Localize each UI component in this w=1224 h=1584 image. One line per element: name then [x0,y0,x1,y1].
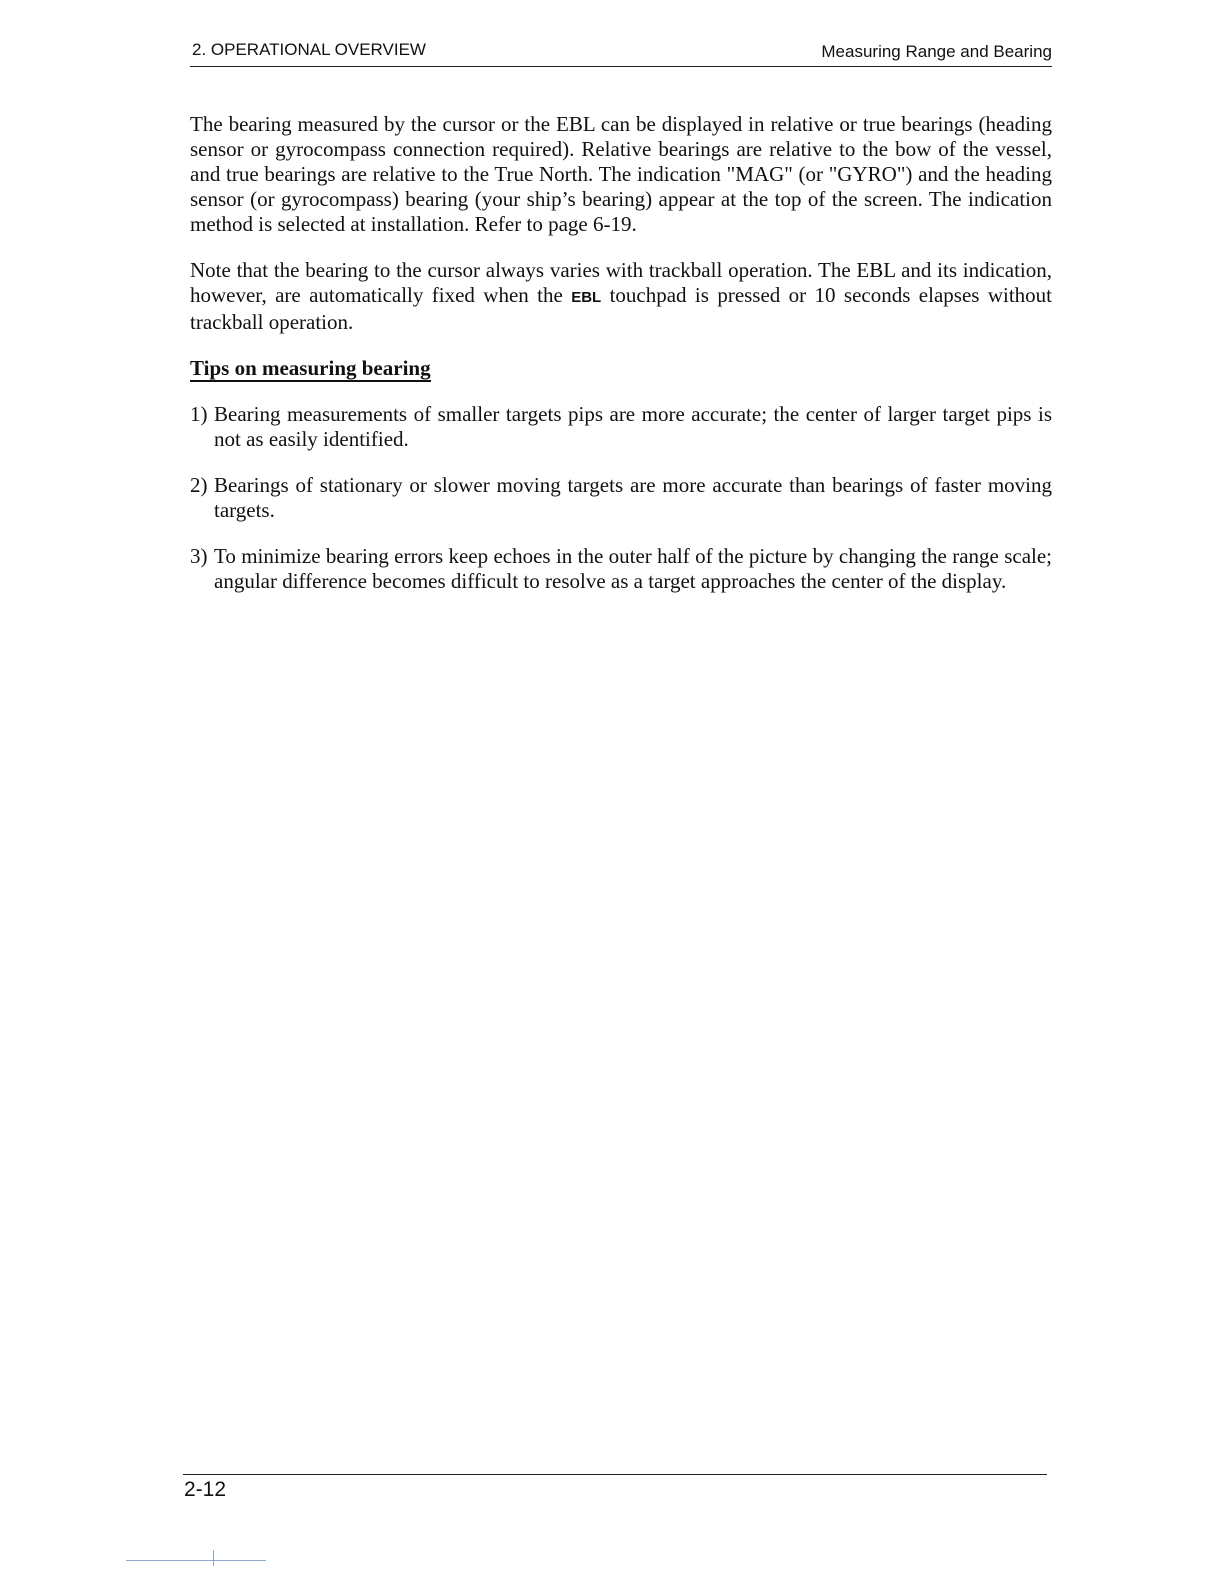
crop-mark-line [126,1560,266,1561]
page-number: 2-12 [184,1478,227,1501]
tips-list [190,402,1052,594]
header-topic-title: Measuring Range and Bearing [821,42,1052,61]
note-text-end: touchpad is pressed or 10 seconds elapses without trackball operation. [190,283,1052,334]
bearing-display-paragraph: The bearing measured by the cursor or the EBL can be displayed in relative or true bearings (heading sensor or gyrocompass connection required). Relative bearings are relative to the bow of the vessel, and true bearings are relative to the True North. The indication "MAG" (or "GYRO") and the heading sensor (or gyrocompass) bearing (your ship’s bearing) appear at the top of the screen. The indication method is selected at installation. Refer to page 6-19. [190,112,1052,236]
document-body [190,112,1052,615]
tip-text: To minimize bearing errors keep echoes in the outer half of the picture by changing the range scale; angular difference becomes difficult to resolve as a target approaches the center of the display. [214,544,1052,593]
footer-divider [183,1474,1047,1475]
tip-number: 1) [190,402,208,426]
tip-number: 3) [190,544,208,568]
list-item [190,473,1052,523]
list-item [190,544,1052,594]
tip-text: Bearings of stationary or slower moving targets are more accurate than bearings of faster moving targets. [214,473,1052,522]
tips-heading: Tips on measuring bearing [190,356,431,380]
tip-number: 2) [190,473,208,497]
ebl-key-label: EBL [571,289,602,306]
header-section-title: 2. OPERATIONAL OVERVIEW [192,40,426,59]
bearing-note-paragraph [190,258,1052,335]
note-text-start: Note that the bearing to the cursor always varies with trackball operation. The EBL and its indication, however, are automatically fixed when the [190,258,1052,307]
page-header [190,38,1052,67]
tip-text: Bearing measurements of smaller targets pips are more accurate; the center of larger target pips is not as easily identified. [214,402,1052,451]
list-item [190,402,1052,452]
crop-mark-tick [213,1550,214,1566]
